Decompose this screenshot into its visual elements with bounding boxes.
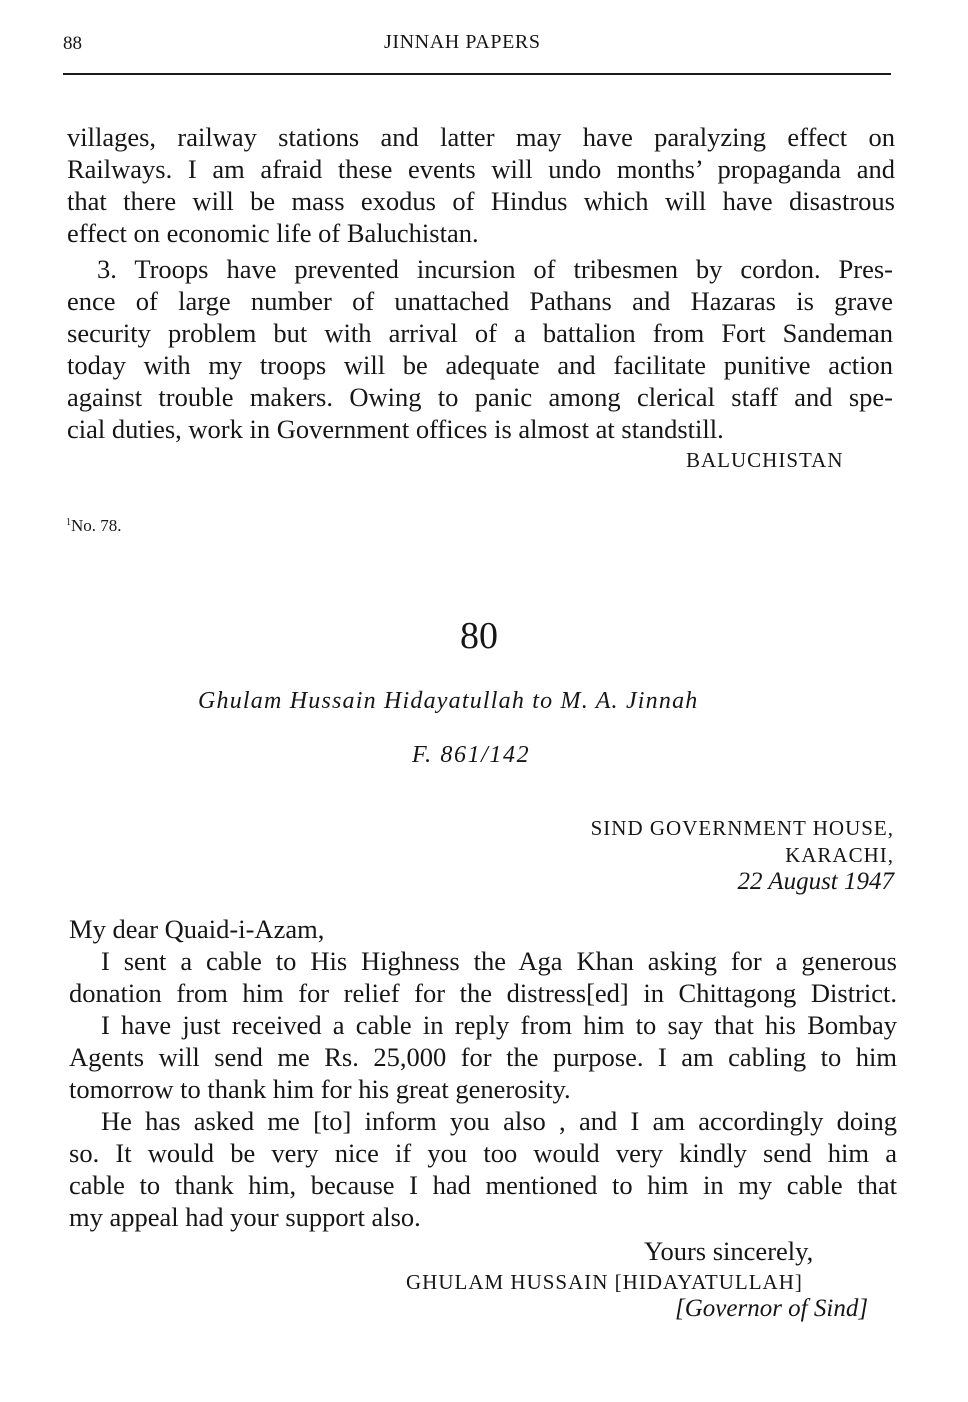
header-rule [63, 73, 891, 75]
page-number: 88 [63, 33, 82, 54]
text-line: Agents will send me Rs. 25,000 for the purpose. I am cabling to him [69, 1042, 897, 1072]
text-line: villages, railway stations and latter may have paralyzing effect on [67, 122, 895, 152]
continuation-signature: BALUCHISTAN [686, 448, 844, 472]
continuation-paragraph [67, 121, 895, 217]
text-line: cial duties, work in Government offices is almost at standstill. [67, 414, 724, 444]
signatory-designation: [Governor of Sind] [675, 1295, 869, 1322]
text-line: my appeal had your support also. [69, 1202, 421, 1232]
signatory: GHULAM HUSSAIN [HIDAYATULLAH] [406, 1270, 803, 1294]
letter-paragraph-1 [69, 945, 897, 1073]
text-line: that there will be mass exodus of Hindus which will have disastrous [67, 186, 895, 216]
letter-paragraph-2 [69, 1105, 897, 1201]
text-line: so. It would be very nice if you too would very kindly send him a [69, 1138, 897, 1168]
address-line-1: SIND GOVERNMENT HOUSE, [590, 816, 894, 840]
letter-date: 22 August 1947 [737, 868, 894, 895]
text-line: cable to thank him, because I had mentioned to him in my cable that [69, 1170, 897, 1200]
text-line: against trouble makers. Owing to panic among clerical staff and spe- [67, 382, 893, 412]
footnote-marker: 1 [66, 517, 71, 528]
text-line: He has asked me [to] inform you also , and I am accordingly doing [101, 1106, 897, 1136]
document-number: 80 [460, 615, 498, 657]
text-line: Railways. I am afraid these events will undo months’ propaganda and [67, 154, 895, 184]
text-line: I have just received a cable in reply from him to say that his Bombay [101, 1010, 897, 1040]
address-line-2: KARACHI, [785, 843, 894, 867]
text-line: effect on economic life of Baluchistan. [67, 218, 479, 248]
text-line: tomorrow to thank him for his great generosity. [69, 1074, 571, 1104]
salutation: My dear Quaid-i-Azam, [69, 914, 325, 944]
document-title: Ghulam Hussain Hidayatullah to M. A. Jinnah [198, 688, 699, 714]
running-title: JINNAH PAPERS [384, 31, 541, 53]
text-line: 3. Troops have prevented incursion of tribesmen by cordon. Pres- [97, 254, 893, 284]
text-line: security problem but with arrival of a battalion from Fort Sandeman [67, 318, 893, 348]
text-line: I sent a cable to His Highness the Aga Khan asking for a generous [101, 946, 897, 976]
text-line: today with my troops will be adequate and facilitate punitive action [67, 350, 893, 380]
document-reference: F. 861/142 [412, 742, 531, 768]
text-line: ence of large number of unattached Pathans and Hazaras is grave [67, 286, 893, 316]
footnote [66, 516, 122, 536]
footnote-text: No. 78. [71, 516, 122, 535]
closing: Yours sincerely, [644, 1236, 814, 1266]
text-line: donation from him for relief for the distress[ed] in Chittagong District. [69, 978, 897, 1008]
continuation-paragraph-2 [67, 253, 893, 413]
